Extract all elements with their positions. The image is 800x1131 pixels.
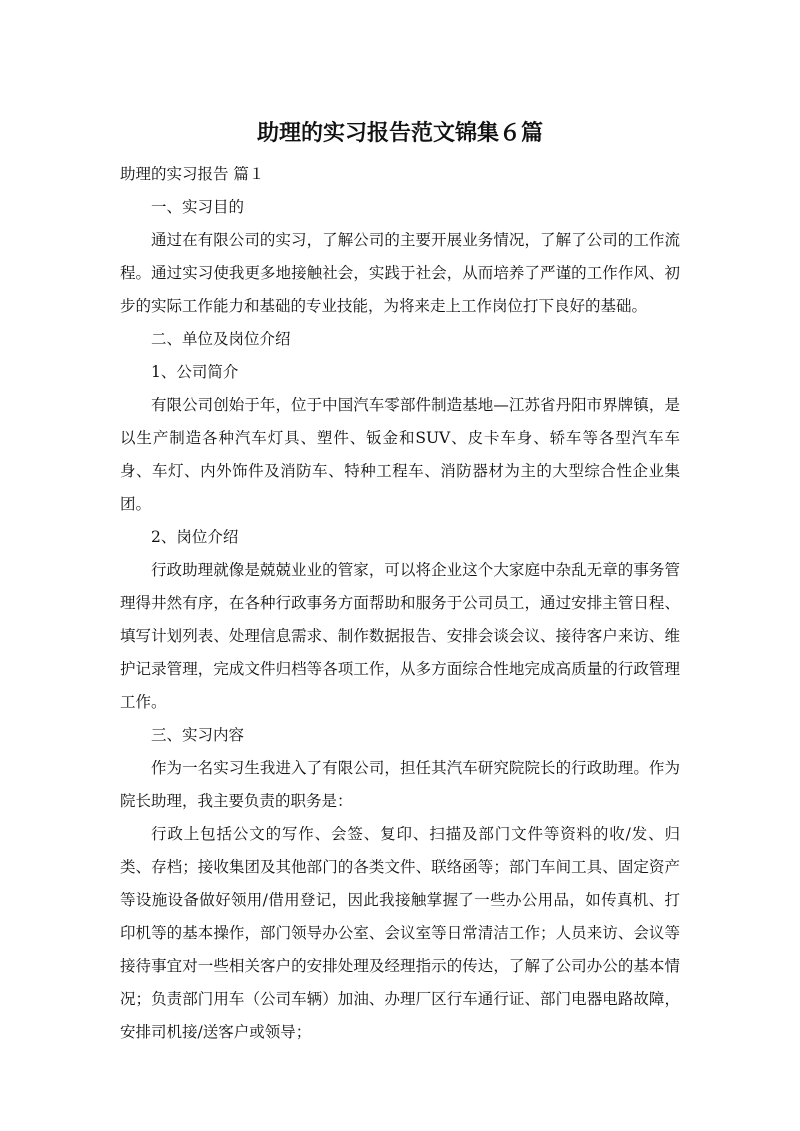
document-body bbox=[120, 158, 680, 1049]
heading-internship-content: 三、实习内容 bbox=[151, 726, 245, 744]
paragraph-role: 作为一名实习生我进入了有限公司，担任其汽车研究院院长的行政助理。作为院长助理，我主要负责的职务是： bbox=[120, 759, 680, 810]
document-title: 助理的实习报告范文锦集６篇 bbox=[256, 121, 543, 146]
heading-unit-and-position: 二、单位及岗位介绍 bbox=[151, 330, 291, 348]
heading-position-intro: 2、岗位介绍 bbox=[151, 528, 239, 546]
paragraph-purpose: 通过在有限公司的实习，了解公司的主要开展业务情况，了解了公司的工作流程。通过实习使我更多地接触社会，实践于社会，从而培养了严谨的工作作风、初步的实际工作能力和基础的专业技能，为将来走上工作岗位打下良好的基础。 bbox=[120, 231, 680, 315]
paragraph-company-intro: 有限公司创始于年，位于中国汽车零部件制造基地—江苏省丹阳市界牌镇，是以生产制造各种汽车灯具、塑件、钣金和SUV、皮卡车身、轿车等各型汽车车身、车灯、内外饰件及消防车、特种工程车、消防器材为主的大型综合性企业集团。 bbox=[120, 396, 680, 513]
heading-internship-purpose: 一、实习目的 bbox=[151, 198, 245, 216]
paragraph-position-intro: 行政助理就像是兢兢业业的管家，可以将企业这个大家庭中杂乱无章的事务管理得井然有序，在各种行政事务方面帮助和服务于公司员工，通过安排主管日程、填写计划列表、处理信息需求、制作数据报告、安排会谈会议、接待客户来访、维护记录管理，完成文件归档等各项工作，从多方面综合性地完成高质量的行政管理工作。 bbox=[120, 561, 680, 711]
section-subtitle: 助理的实习报告 篇１ bbox=[120, 165, 265, 183]
heading-company-intro: 1、公司简介 bbox=[151, 363, 239, 381]
paragraph-duties: 行政上包括公文的写作、会签、复印、扫描及部门文件等资料的收/发、归类、存档；接收集团及其他部门的各类文件、联络函等；部门车间工具、固定资产等设施设备做好领用/借用登记，因此我接触掌握了一些办公用品，如传真机、打印机等的基本操作，部门领导办公室、会议室等日常清洁工作；人员来访、会议等接待事宜对一些相关客户的安排处理及经理指示的传达，了解了公司办公的基本情况；负责部门用车（公司车辆）加油、办理厂区行车通行证、部门电器电路故障，安排司机接/送客户或领导； bbox=[120, 825, 680, 1041]
